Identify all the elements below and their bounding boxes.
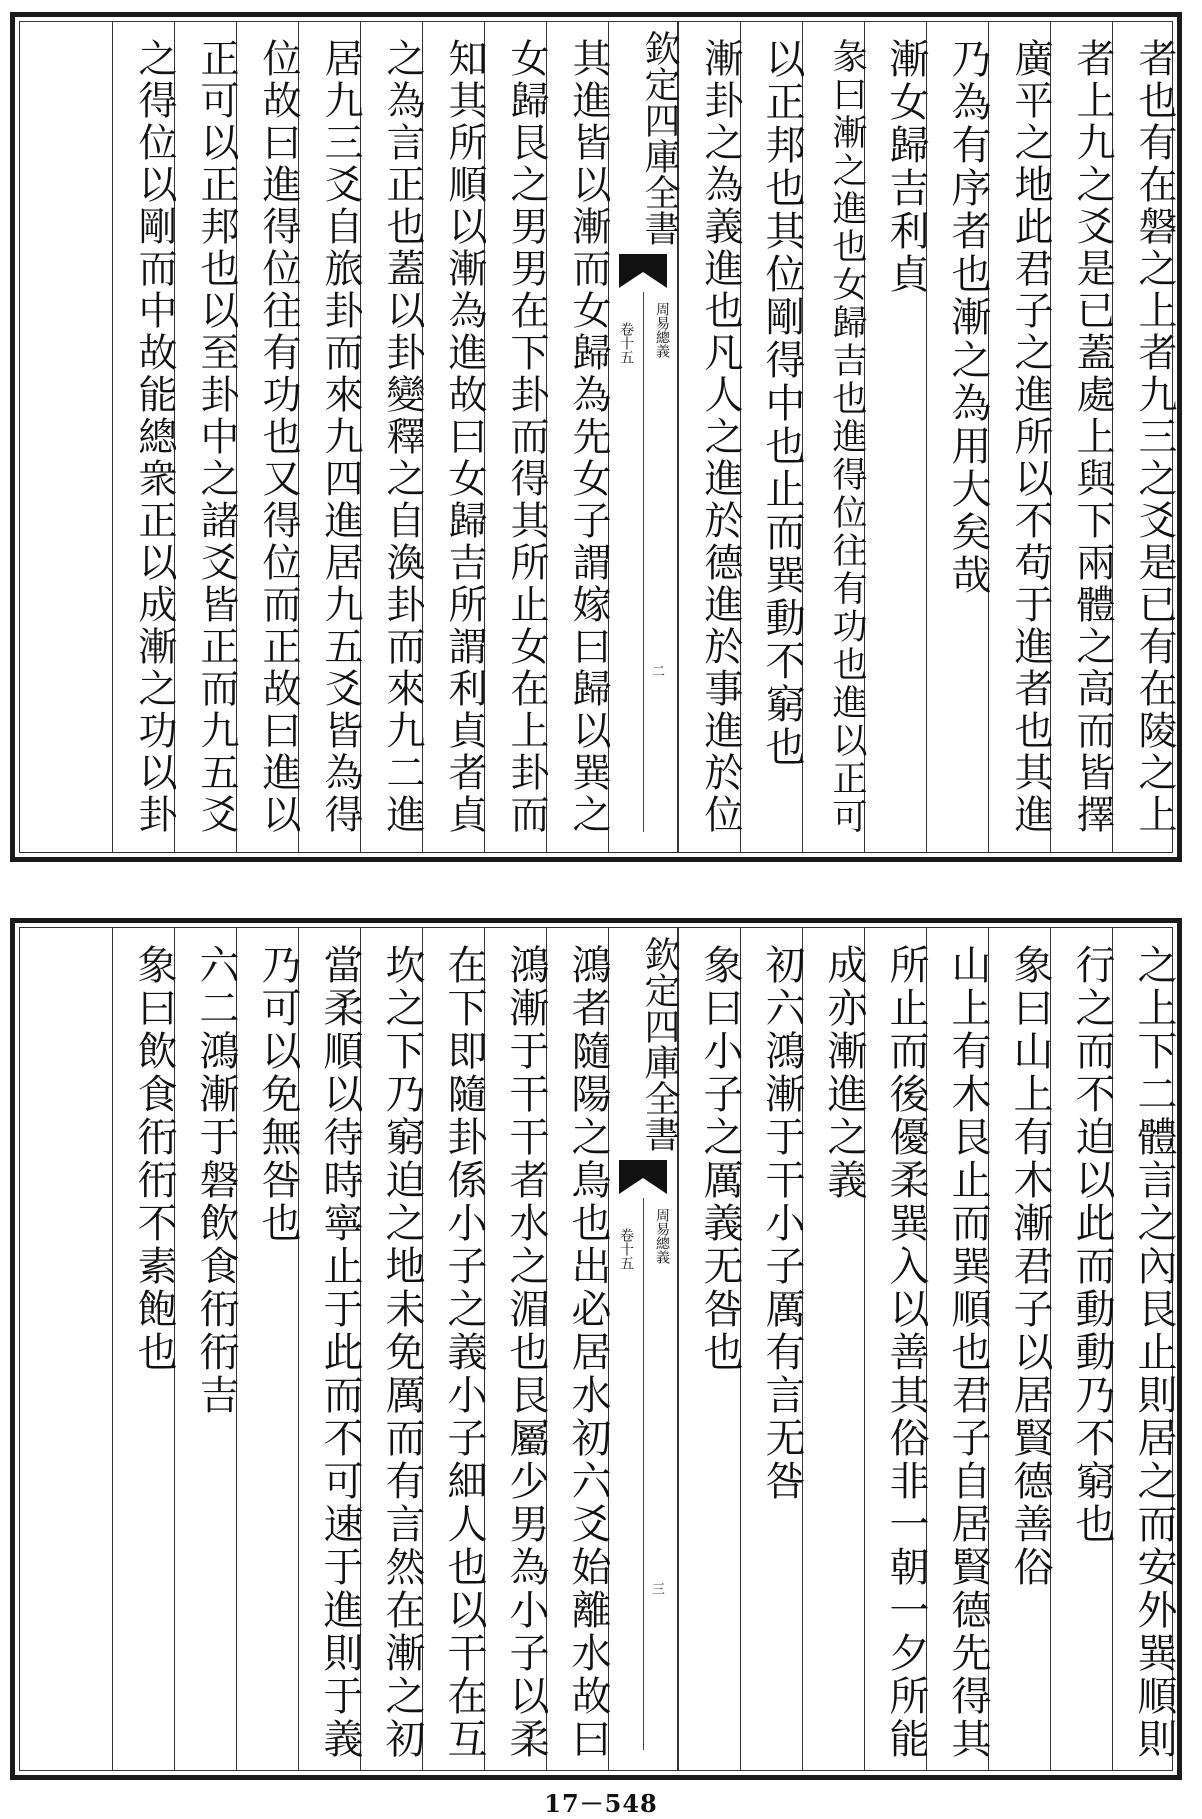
- column-text: 以正邦也其位剛得中也止而巽動不窮也: [759, 38, 805, 769]
- bottom-page-frame: [19, 927, 1177, 1771]
- column-text: 鴻漸于干干者水之湄也艮屬少男為小子以柔: [503, 944, 549, 1761]
- column-text: 女歸艮之男男在下卦而得其所止女在上卦而: [504, 38, 549, 836]
- text-column: [988, 928, 1053, 1770]
- text-column: [298, 928, 363, 1770]
- book-series-title: 欽定四庫全書: [639, 30, 680, 246]
- text-column: [988, 22, 1053, 852]
- column-text: 成亦漸進之義: [821, 944, 867, 1202]
- column-text: 象曰小子之厲義无咎也: [697, 944, 743, 1374]
- column-text: 者上九之爻是已蓋處上與下兩體之高而皆擇: [1070, 38, 1115, 836]
- column-text: 其進皆以漸而女歸為先女子謂嫁曰歸以巽之: [566, 38, 611, 836]
- column-text: 乃為有序者也漸之為用大矣哉: [945, 38, 991, 597]
- text-column: [112, 928, 177, 1770]
- book-series-title: 欽定四庫全書: [639, 936, 680, 1152]
- text-column: [236, 22, 301, 852]
- text-column: [864, 22, 929, 852]
- text-column: [360, 928, 425, 1770]
- text-column: [1050, 22, 1115, 852]
- column-text: 知其所順以漸為進故曰女歸吉所謂利貞者貞: [442, 38, 487, 836]
- text-column: [298, 22, 363, 852]
- text-column: [1112, 928, 1177, 1770]
- text-column: [484, 22, 549, 852]
- text-column: [678, 928, 743, 1770]
- volume-label: 卷十五: [618, 1228, 634, 1270]
- page-footer-number: 17－548: [544, 1789, 658, 1818]
- text-column: [174, 928, 239, 1770]
- column-text: 之上下二體言之內艮止則居之而安外巽順則: [1131, 944, 1177, 1761]
- leaf-number: 二: [649, 664, 664, 677]
- column-text: 彖曰漸之進也女歸吉也進得位往有功也進以正可: [827, 38, 867, 836]
- column-text: 所止而後優柔巽入以善其俗非一朝一夕所能: [883, 944, 929, 1761]
- column-text: 漸卦之為義進也凡人之進於德進於事進於位: [698, 38, 743, 836]
- book-name-label: 周易總義: [654, 1208, 670, 1264]
- text-column: [926, 928, 991, 1770]
- text-column: [740, 928, 805, 1770]
- column-text: 之得位以剛而中故能總衆正以成漸之功以卦: [132, 38, 177, 836]
- text-column: [112, 22, 177, 852]
- column-text: 鴻者隨陽之鳥也出必居水初六爻始離水故曰: [565, 944, 611, 1761]
- leaf-number: 三: [649, 1582, 664, 1595]
- text-column: [360, 22, 425, 852]
- column-text: 漸女歸吉利貞: [883, 38, 929, 296]
- column-text: 廣平之地此君子之進所以不苟于進者也其進: [1008, 38, 1053, 836]
- column-text: 之為言正也蓋以卦變釋之自渙卦而來九二進: [380, 38, 425, 836]
- text-column: [926, 22, 991, 852]
- fold-line: [643, 1198, 644, 1750]
- text-column: [802, 22, 867, 852]
- column-text: 乃可以免無咎也: [255, 944, 301, 1245]
- top-page-frame: [19, 21, 1177, 853]
- text-column: [1112, 22, 1177, 852]
- fishtail-mark-icon: [619, 1160, 667, 1194]
- text-column: [546, 22, 611, 852]
- text-column: [678, 22, 743, 852]
- text-column: [802, 928, 867, 1770]
- text-column: [422, 928, 487, 1770]
- column-text: 坎之下乃窮迫之地未免厲而有言然在漸之初: [379, 944, 425, 1761]
- text-column: [236, 928, 301, 1770]
- column-text: 居九三爻自旅卦而來九四進居九五爻皆為得: [318, 38, 363, 836]
- fold-line: [643, 292, 644, 832]
- column-text: 位故曰進得位往有功也又得位而正故曰進以: [256, 38, 301, 836]
- volume-label: 卷十五: [618, 322, 634, 364]
- text-column: [546, 928, 611, 1770]
- bottom-page-panel: [10, 918, 1182, 1780]
- column-text: 象曰飲食衎衎不素飽也: [131, 944, 177, 1374]
- center-fold-column: [608, 928, 678, 1770]
- column-text: 當柔順以待時寧止于此而不可速于進則于義: [317, 944, 363, 1761]
- column-text: 行之而不迫以此而動動乃不窮也: [1069, 944, 1115, 1546]
- text-column: [740, 22, 805, 852]
- column-text: 象曰山上有木漸君子以居賢德善俗: [1007, 944, 1053, 1589]
- text-column: [1050, 928, 1115, 1770]
- text-column: [864, 928, 929, 1770]
- text-column: [422, 22, 487, 852]
- column-text: 初六鴻漸于干小子厲有言无咎: [759, 944, 805, 1503]
- fishtail-mark-icon: [619, 254, 667, 288]
- top-page-panel: [10, 12, 1182, 862]
- column-text: 六二鴻漸于磐飲食衎衎吉: [193, 944, 239, 1417]
- book-name-label: 周易總義: [654, 302, 670, 358]
- text-column: [484, 928, 549, 1770]
- column-text: 正可以正邦也以至卦中之諸爻皆正而九五爻: [194, 38, 239, 836]
- column-text: 在下即隨卦係小子之義小子細人也以干在互: [441, 944, 487, 1761]
- center-fold-column: [608, 22, 678, 852]
- column-text: 者也有在磐之上者九三之爻是已有在陵之上: [1132, 38, 1177, 836]
- column-text: 山上有木艮止而巽順也君子自居賢德先得其: [945, 944, 991, 1761]
- text-column: [174, 22, 239, 852]
